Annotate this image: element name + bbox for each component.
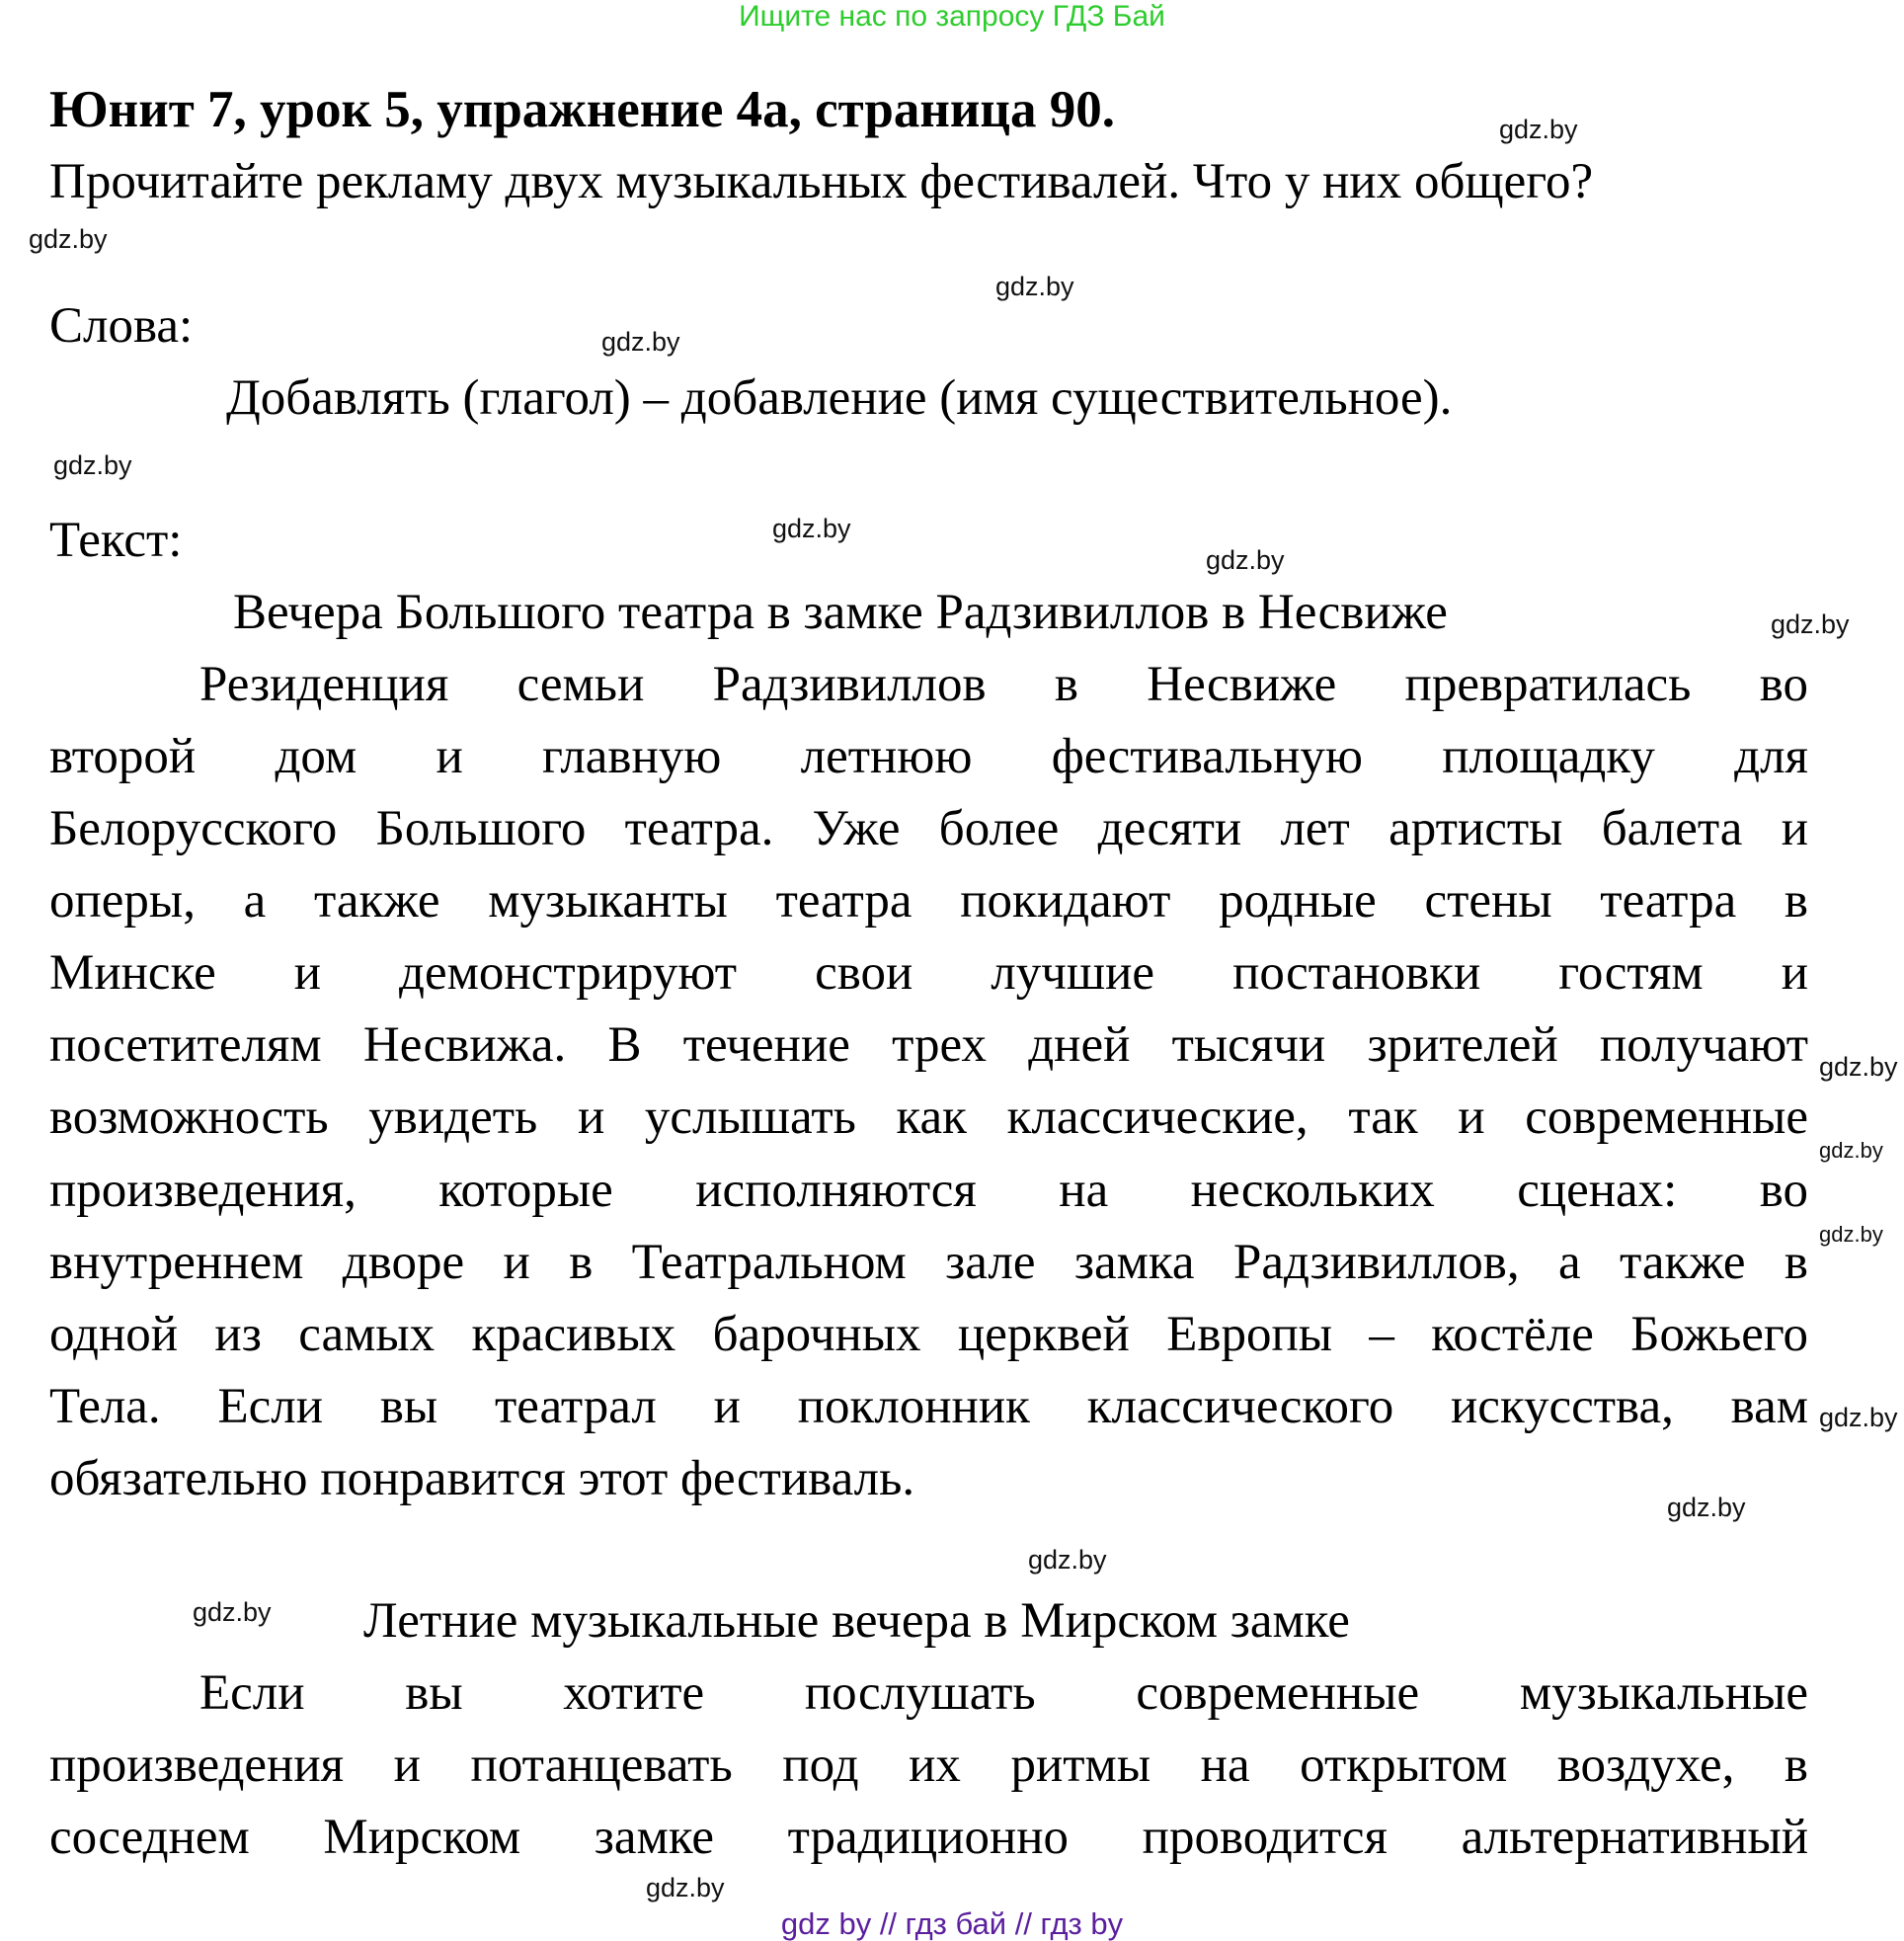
paragraph-line: Белорусского Большого театра. Уже более десяти лет артисты балета и [49,801,1808,856]
instruction: Прочитайте рекламу двух музыкальных фестивалей. Что у них общего? [49,154,1594,209]
watermark: gdz.by [29,224,108,254]
watermark: gdz.by [601,327,680,357]
footer-link[interactable]: gdz by // гдз бай // гдз by [780,1906,1124,1941]
paragraph-line: посетителям Несвижа. В течение трех дней тысячи зрителей получают [49,1017,1808,1073]
paragraph-line: Минске и демонстрируют свои лучшие постановки гостям и [49,945,1808,1001]
paragraph-line: одной из самых красивых барочных церквей Европы – костёле Божьего [49,1307,1808,1362]
watermark: gdz.by [1499,115,1578,144]
section2-heading: Летние музыкальные вечера в Мирском замке [363,1593,1350,1649]
page-title: Юнит 7, урок 5, упражнение 4а, страница 90. [49,81,1115,138]
paragraph-line: внутреннем дворе и в Театральном зале замка Радзивиллов, а также в [49,1235,1808,1290]
paragraph-line: Если вы хотите послушать современные музыкальные [199,1665,1808,1721]
search-banner: Ищите нас по запросу ГДЗ Бай [739,0,1165,33]
watermark: gdz.by [1819,1052,1898,1082]
watermark: gdz.by [193,1597,272,1627]
paragraph-line: произведения, которые исполняются на нескольких сценах: во [49,1163,1808,1218]
section1-heading: Вечера Большого театра в замке Радзивиллов в Несвиже [233,585,1448,640]
paragraph-line: оперы, а также музыканты театра покидают родные стены театра в [49,873,1808,929]
watermark: gdz.by [1771,609,1850,639]
watermark: gdz.by [1667,1493,1746,1522]
watermark: gdz.by [1819,1403,1898,1432]
watermark: gdz.by [646,1873,725,1902]
paragraph-line: Резиденция семьи Радзивиллов в Несвиже превратилась во [199,657,1808,712]
watermark: gdz.by [53,450,132,480]
paragraph-line: возможность увидеть и услышать как классические, так и современные [49,1090,1808,1145]
watermark: gdz.by [1028,1545,1107,1575]
words-line: Добавлять (глагол) – добавление (имя существительное). [226,370,1453,426]
watermark: gdz.by [772,514,851,543]
paragraph-line: обязательно понравится этот фестиваль. [49,1451,915,1506]
watermark: gdz.by [995,272,1074,301]
paragraph-line: соседнем Мирском замке традиционно проводится альтернативный [49,1810,1808,1865]
paragraph-line: второй дом и главную летнюю фестивальную площадку для [49,729,1808,784]
words-label: Слова: [49,298,194,354]
watermark: gdz.by [1206,545,1285,575]
paragraph-line: Тела. Если вы театрал и поклонник классического искусства, вам [49,1379,1808,1434]
text-label: Текст: [49,513,183,568]
watermark: gdz.by [1819,1138,1883,1163]
watermark: gdz.by [1819,1222,1883,1247]
paragraph-line: произведения и потанцевать под их ритмы на открытом воздухе, в [49,1738,1808,1793]
